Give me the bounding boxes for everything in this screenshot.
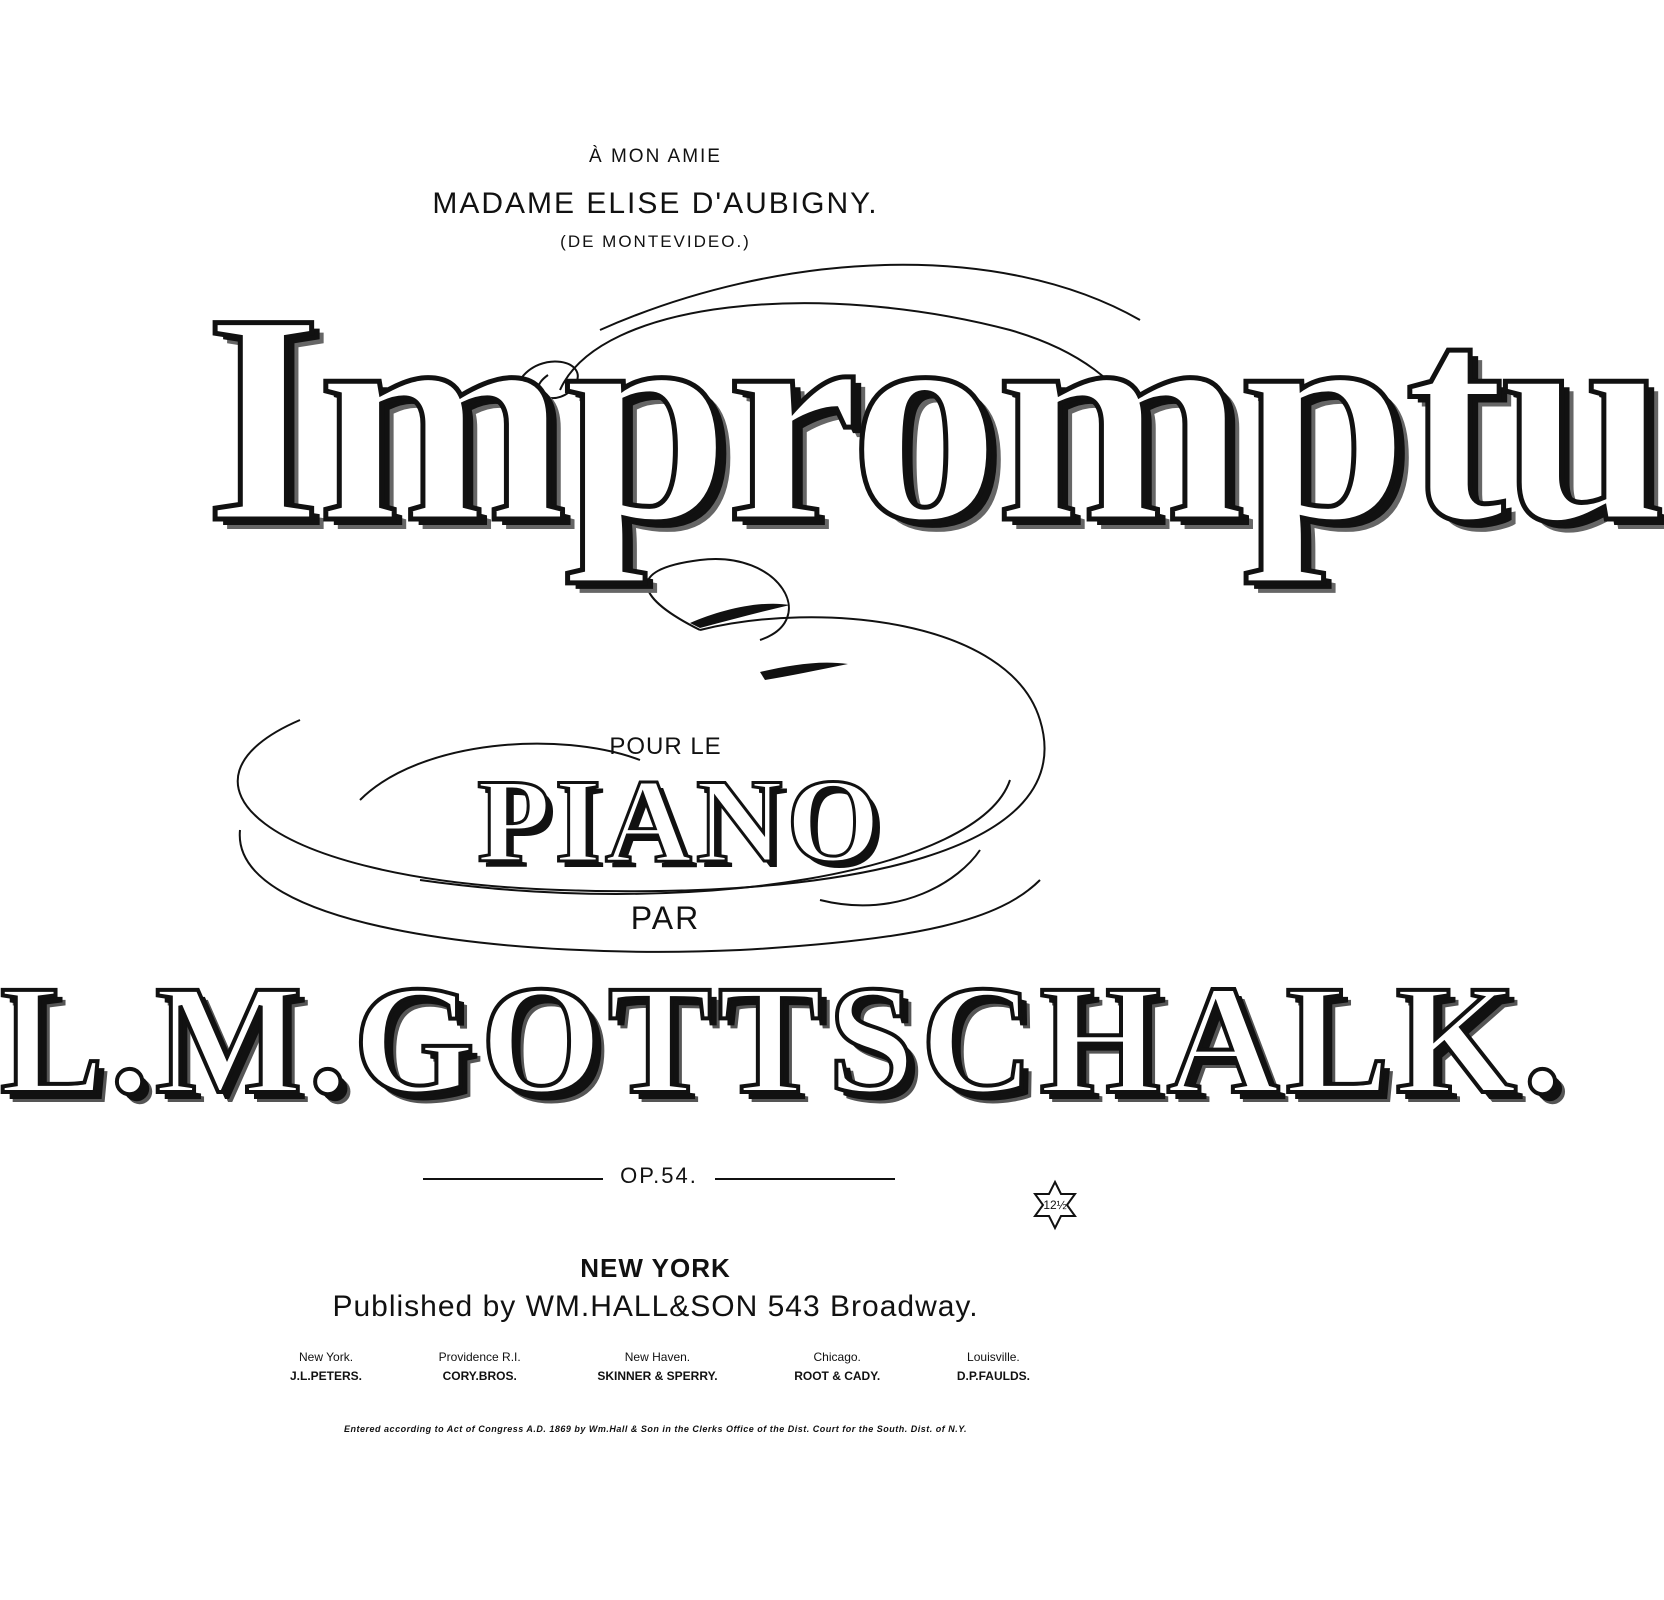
par-label: PAR (630, 900, 701, 936)
agent-item (597, 1348, 717, 1386)
agent-item (290, 1348, 362, 1386)
agent-city: Louisville. (967, 1350, 1020, 1364)
agent-item (439, 1348, 521, 1386)
instrument-title: PIANO (477, 754, 884, 887)
agent-name: CORY.BROS. (442, 1369, 517, 1383)
agent-item (957, 1348, 1030, 1386)
agent-city: New Haven. (624, 1350, 691, 1364)
opus-rule-left (423, 1178, 603, 1180)
price-mark: 12½ (1043, 1198, 1067, 1212)
opus-number: OP.54. (620, 1163, 698, 1188)
dedication-line-3: (DE MONTEVIDEO.) (560, 232, 751, 251)
dedication-line-2: MADAME ELISE D'AUBIGNY. (432, 187, 879, 220)
agents-list (290, 1348, 1030, 1386)
agent-city: Chicago. (813, 1350, 861, 1364)
agent-name: D.P.FAULDS. (956, 1369, 1030, 1383)
imprint-publisher: Published by WM.HALL&SON 543 Broadway. (332, 1290, 979, 1323)
agent-name: J.L.PETERS. (290, 1369, 363, 1383)
opus-row (423, 1163, 895, 1193)
composer-name: L.M.GOTTSCHALK. (0, 953, 1568, 1126)
agent-city: Providence R.I. (438, 1350, 521, 1364)
dedication-line-1: À MON AMIE (589, 146, 722, 167)
pour-le-label: POUR LE (609, 733, 722, 760)
work-title: Impromptu (205, 252, 1664, 584)
agent-name: SKINNER & SPERRY. (597, 1369, 718, 1383)
agent-item (794, 1348, 880, 1386)
opus-rule-right (715, 1178, 895, 1180)
agent-city: New York. (299, 1350, 354, 1364)
agent-name: ROOT & CADY. (794, 1369, 881, 1383)
copyright-notice: Entered according to Act of Congress A.D. 1869 by Wm.Hall & Son in the Clerks Office of the Dist. Court for the South. Dist. of N.Y. (344, 1424, 967, 1434)
imprint-city: NEW YORK (580, 1253, 731, 1283)
